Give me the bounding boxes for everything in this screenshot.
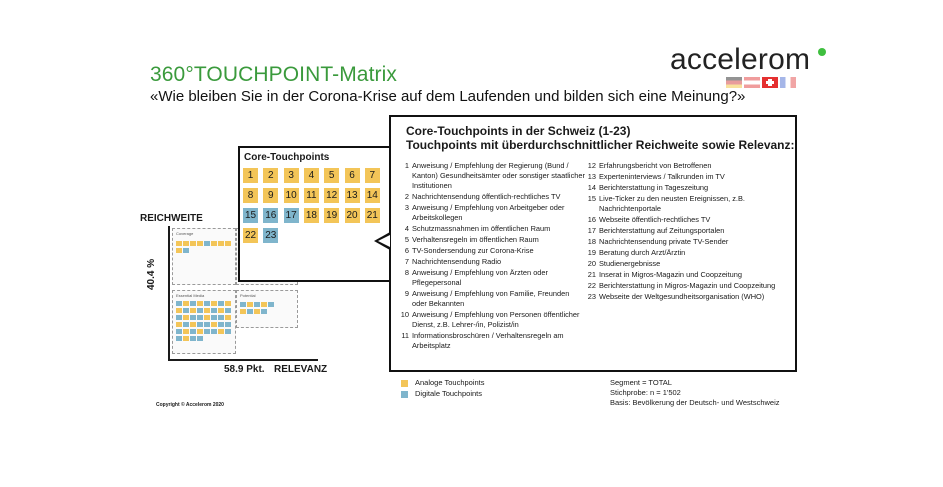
touchpoint-number: 4: [404, 224, 409, 233]
touchpoint-text: Nachrichtensendung private TV-Sender: [599, 237, 729, 246]
core-tile-14: 14: [366, 190, 378, 201]
digital-swatch-icon: [401, 391, 408, 398]
accelerom-logo: accelerom: [670, 43, 811, 76]
touchpoint-item-6: [398, 246, 586, 256]
quadrant-caption: Potential: [240, 293, 256, 298]
quadrant-caption: Essential Media: [176, 293, 205, 298]
touchpoint-text: Anweisung / Empfehlung von Personen öffentlicher Dienst, z.B. Lehrer-/in, Polizist/in: [412, 310, 580, 329]
copyright: Copyright © Accelerom 2020: [156, 402, 224, 408]
touchpoint-number: 12: [587, 161, 596, 170]
legend: [401, 378, 485, 400]
touchpoint-text: Schutzmassnahmen im öffentlichen Raum: [412, 224, 551, 233]
touchpoint-item-12: [583, 161, 791, 171]
touchpoint-text: Anweisung / Empfehlung der Regierung (Bund / Kanton) Gesundheitsämter oder sonstiger staatlicher Institutionen: [412, 161, 585, 190]
touchpoint-number: 15: [587, 194, 596, 203]
touchpoint-item-11: [398, 331, 586, 351]
touchpoint-text: Informationsbroschüren / Verhaltensregeln am Arbeitsplatz: [412, 331, 564, 350]
page-subtitle: «Wie bleiben Sie in der Corona-Krise auf dem Laufenden und bilden sich eine Meinung?»: [150, 88, 746, 105]
touchpoint-text: Erfahrungsbericht von Betroffenen: [599, 161, 712, 170]
core-tile-4: 4: [304, 168, 319, 183]
touchpoint-text: TV-Sondersendung zur Corona-Krise: [412, 246, 534, 255]
touchpoint-item-19: [583, 248, 791, 258]
callout-heading: Core-Touchpoints in der Schweiz (1-23): [406, 124, 631, 138]
touchpoint-number: 17: [587, 226, 596, 235]
touchpoint-text: Verhaltensregeln im öffentlichen Raum: [412, 235, 539, 244]
touchpoint-number: 2: [404, 192, 409, 201]
touchpoint-number: 6: [404, 246, 409, 255]
core-tile-7: 7: [365, 168, 380, 183]
touchpoint-item-14: [583, 183, 791, 193]
sample-text: Stichprobe: n = 1'502: [610, 388, 681, 397]
touchpoint-item-3: [398, 203, 586, 223]
touchpoint-item-23: [583, 292, 791, 302]
core-tile-16: 16: [265, 210, 277, 221]
flag-france-icon[interactable]: [780, 77, 796, 88]
touchpoint-text: Berichterstattung auf Zeitungsportalen: [599, 226, 725, 235]
touchpoint-text: Nachrichtensendung öffentlich-rechtliches TV: [412, 192, 561, 201]
touchpoint-item-8: [398, 268, 586, 288]
touchpoint-number: 7: [404, 257, 409, 266]
core-tile-10: 10: [285, 190, 297, 201]
touchpoint-text: Inserat in Migros-Magazin und Coopzeitung: [599, 270, 742, 279]
core-tile-1: 1: [243, 168, 258, 183]
touchpoint-number: 19: [587, 248, 596, 257]
core-tile-3: 3: [284, 168, 299, 183]
touchpoint-number: 5: [404, 235, 409, 244]
touchpoint-number: 1: [404, 161, 409, 170]
touchpoint-text: Anweisung / Empfehlung von Ärzten oder Pflegepersonal: [412, 268, 548, 287]
core-tile-22: 22: [244, 230, 257, 241]
touchpoint-list-left: [398, 161, 586, 352]
touchpoint-number: 18: [587, 237, 596, 246]
touchpoint-item-17: [583, 226, 791, 236]
touchpoint-text: Studienergebnisse: [599, 259, 661, 268]
touchpoint-item-13: [583, 172, 791, 182]
quadrant-caption: Coverage: [176, 231, 194, 236]
touchpoint-text: Anweisung / Empfehlung von Arbeitgeber oder Arbeitskollegen: [412, 203, 565, 222]
core-tile-8: 8: [243, 188, 258, 203]
touchpoint-item-7: [398, 257, 586, 267]
touchpoint-number: 8: [404, 268, 409, 277]
touchpoint-number: 21: [587, 270, 596, 279]
touchpoint-list-right: [583, 161, 791, 303]
core-tile-5: 5: [324, 168, 339, 183]
y-axis-value: 40.4 %: [146, 258, 157, 290]
core-tile-15: 15: [244, 210, 257, 221]
core-tile-23: 23: [265, 230, 277, 241]
touchpoint-item-1: [398, 161, 586, 191]
quadrant-bottom-left: [172, 290, 236, 354]
touchpoint-text: Berichterstattung in Tageszeitung: [599, 183, 709, 192]
core-tile-20: 20: [346, 210, 358, 221]
touchpoint-item-20: [583, 259, 791, 269]
quadrant-bottom-right: [236, 290, 298, 328]
touchpoint-item-21: [583, 270, 791, 280]
language-flags: [726, 77, 796, 88]
flag-austria-icon[interactable]: [744, 77, 760, 88]
touchpoint-text: Berichterstattung in Migros-Magazin und Coopzeitung: [599, 281, 776, 290]
core-touchpoints-title: Core-Touchpoints: [244, 152, 330, 163]
touchpoint-item-9: [398, 289, 586, 309]
core-tile-18: 18: [305, 210, 317, 221]
touchpoint-item-4: [398, 224, 586, 234]
touchpoint-number: 11: [401, 331, 409, 340]
touchpoint-number: 23: [587, 292, 596, 301]
survey-meta: [610, 378, 780, 408]
x-axis-value: 58.9 Pkt.: [224, 364, 265, 375]
core-tile-17: 17: [285, 210, 297, 221]
logo-dot-icon: [818, 48, 826, 56]
legend-digital: Digitale Touchpoints: [401, 389, 485, 399]
touchpoint-number: 16: [587, 215, 596, 224]
x-axis: [168, 359, 318, 361]
callout-subheading: Touchpoints mit überdurchschnittlicher Reichweite sowie Relevanz:: [406, 138, 795, 152]
touchpoint-text: Beratung durch Arzt/Ärztin: [599, 248, 686, 257]
touchpoint-text: Webseite öffentlich-rechtliches TV: [599, 215, 711, 224]
page-title: 360°TOUCHPOINT-Matrix: [150, 63, 397, 86]
analog-swatch-icon: [401, 380, 408, 387]
touchpoint-item-18: [583, 237, 791, 247]
core-tile-2: 2: [263, 168, 278, 183]
touchpoint-text: Anweisung / Empfehlung von Familie, Freunden oder Bekannten: [412, 289, 570, 308]
touchpoint-number: 22: [587, 281, 596, 290]
touchpoint-item-16: [583, 215, 791, 225]
touchpoint-text: Webseite der Weltgesundheitsorganisation (WHO): [599, 292, 765, 301]
core-tile-13: 13: [346, 190, 358, 201]
core-tile-6: 6: [345, 168, 360, 183]
touchpoint-item-5: [398, 235, 586, 245]
core-tile-9: 9: [263, 188, 278, 203]
touchpoint-text: Nachrichtensendung Radio: [412, 257, 502, 266]
touchpoint-text: Live-Ticker zu den neusten Ereignissen, z.B. Nachrichtenportale: [599, 194, 745, 213]
touchpoint-number: 14: [587, 183, 596, 192]
touchpoint-number: 13: [587, 172, 596, 181]
reichweite-label: REICHWEITE: [140, 213, 203, 224]
basis-text: Basis: Bevölkerung der Deutsch- und Westschweiz: [610, 398, 780, 407]
touchpoint-number: 20: [587, 259, 596, 268]
y-axis: [168, 226, 170, 361]
touchpoint-item-10: [398, 310, 586, 330]
touchpoint-item-2: [398, 192, 586, 202]
touchpoint-item-22: [583, 281, 791, 291]
core-tile-19: 19: [326, 210, 338, 221]
core-tile-12: 12: [326, 190, 338, 201]
touchpoint-number: 10: [400, 310, 409, 319]
relevanz-label: RELEVANZ: [274, 364, 328, 375]
flag-germany-icon[interactable]: [726, 77, 742, 88]
core-tile-11: 11: [304, 188, 319, 203]
quadrant-top-left: [172, 228, 236, 285]
flag-switzerland-icon[interactable]: [762, 77, 778, 88]
segment-text: Segment = TOTAL: [610, 378, 672, 387]
touchpoint-number: 9: [404, 289, 409, 298]
touchpoint-number: 3: [404, 203, 409, 212]
legend-analog: Analoge Touchpoints: [401, 378, 485, 388]
touchpoint-item-15: [583, 194, 791, 214]
core-tile-21: 21: [366, 210, 378, 221]
touchpoint-text: Experteninterviews / Talkrunden im TV: [599, 172, 725, 181]
core-tiles-grid: [243, 168, 383, 278]
